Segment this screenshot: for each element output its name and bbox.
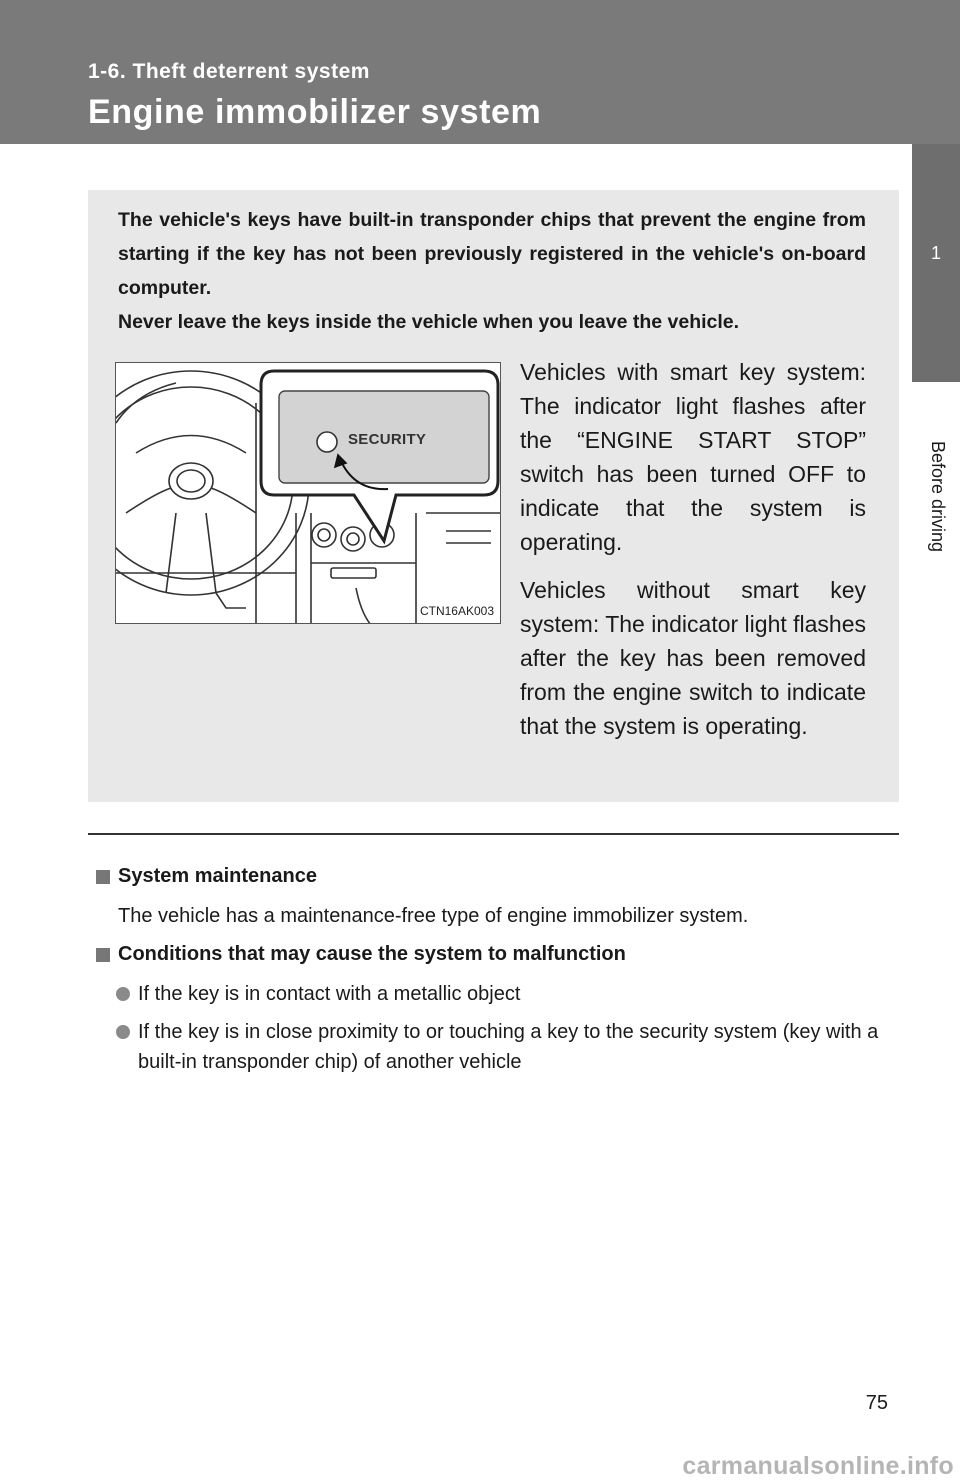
chapter-label: Before driving: [928, 441, 948, 553]
intro-description: The vehicle's keys have built-in transponder chips that prevent the engine from starting if the key has not been previously registered in the vehicle's on-board computer.: [118, 209, 866, 299]
dashboard-drawing: [116, 363, 501, 624]
heading-text: System maintenance: [118, 865, 317, 887]
list-item: [116, 979, 886, 1009]
figure-code: CTN16AK003: [419, 604, 494, 618]
watermark: carmanualsonline.info: [682, 1452, 954, 1480]
chapter-number: 1: [930, 243, 941, 263]
dashboard-illustration: [115, 362, 501, 624]
circle-bullet-icon: [116, 987, 130, 1001]
intro-text: [118, 203, 866, 339]
smart-key-description: Vehicles with smart key system: The indicator light flashes after the “ENGINE START STOP” switch has been turned OFF to indicate that the system is operating.: [520, 359, 866, 555]
system-maintenance-heading: [96, 865, 317, 888]
security-indicator-label: SECURITY: [348, 431, 427, 448]
list-item-text: If the key is in close proximity to or touching a key to the security system (key with a built-in transponder chip) of another vehicle: [138, 1021, 879, 1073]
heading-text: Conditions that may cause the system to malfunction: [118, 943, 626, 965]
square-bullet-icon: [96, 948, 110, 962]
system-maintenance-text: The vehicle has a maintenance-free type of engine immobilizer system.: [118, 905, 749, 927]
list-item: [116, 1017, 886, 1077]
malfunction-conditions-heading: [96, 943, 626, 966]
list-item-text: If the key is in contact with a metallic object: [138, 983, 521, 1005]
section-divider: [88, 833, 899, 835]
intro-warning: Never leave the keys inside the vehicle when you leave the vehicle.: [118, 311, 740, 333]
no-smart-key-description: Vehicles without smart key system: The indicator light flashes after the key has been removed from the engine switch to indicate that the system is operating.: [520, 577, 867, 739]
circle-bullet-icon: [116, 1025, 130, 1039]
section-label: 1-6. Theft deterrent system: [88, 60, 370, 83]
square-bullet-icon: [96, 870, 110, 884]
page-header: [0, 0, 960, 144]
page-title: Engine immobilizer system: [88, 93, 542, 131]
chapter-tab[interactable]: [912, 144, 960, 382]
page-number: 75: [865, 1392, 888, 1414]
